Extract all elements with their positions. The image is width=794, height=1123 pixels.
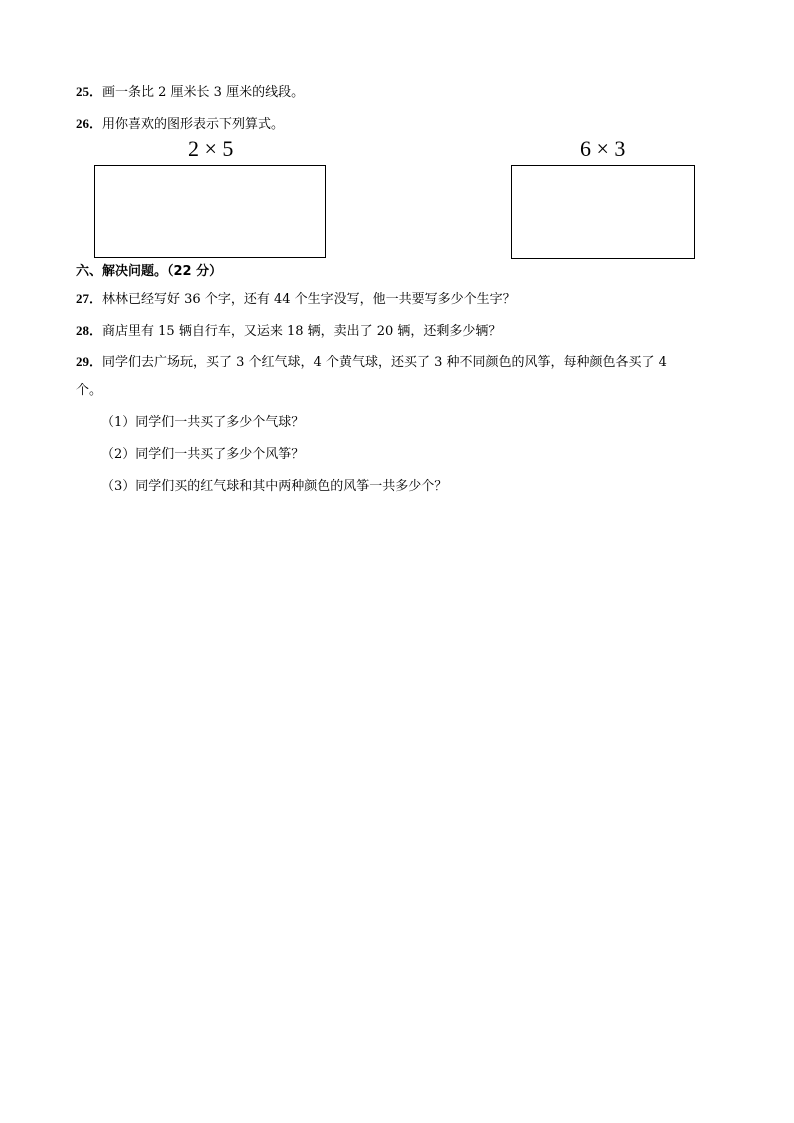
question-number: 27． <box>76 291 103 306</box>
question-28 <box>76 322 501 341</box>
section-heading: 六、解决问题。（22 分） <box>76 264 223 279</box>
question-number: 28． <box>76 323 103 338</box>
question-27 <box>76 290 516 309</box>
expression-right: 6 × 3 <box>580 136 626 161</box>
question-25 <box>76 83 304 102</box>
sub-question-3: （3）同学们买的红气球和其中两种颜色的风筝一共多少个？ <box>101 479 448 494</box>
question-text: 林林已经写好 36 个字，还有 44 个生字没写，他一共要写多少个生字？ <box>102 292 516 307</box>
expression-left: 2 × 5 <box>188 136 234 161</box>
question-29-continuation: 个。 <box>76 383 103 398</box>
question-text: 用你喜欢的图形表示下列算式。 <box>102 117 285 132</box>
question-text: 画一条比 2 厘米长 3 厘米的线段。 <box>102 85 305 100</box>
question-text: 商店里有 15 辆自行车，又运来 18 辆，卖出了 20 辆，还剩多少辆？ <box>102 324 502 339</box>
answer-box-left[interactable] <box>94 165 326 258</box>
question-number: 29． <box>76 354 103 369</box>
question-29 <box>76 353 667 372</box>
question-26 <box>76 115 284 134</box>
question-text: 同学们去广场玩，买了 3 个红气球，4 个黄气球，还买了 3 种不同颜色的风筝，每种颜色各买了 4 <box>102 355 667 370</box>
question-number: 26． <box>76 116 103 131</box>
sub-question-1: （1）同学们一共买了多少个气球？ <box>101 415 305 430</box>
question-number: 25． <box>76 84 103 99</box>
sub-question-2: （2）同学们一共买了多少个风筝？ <box>101 447 305 462</box>
answer-box-right[interactable] <box>511 165 695 259</box>
